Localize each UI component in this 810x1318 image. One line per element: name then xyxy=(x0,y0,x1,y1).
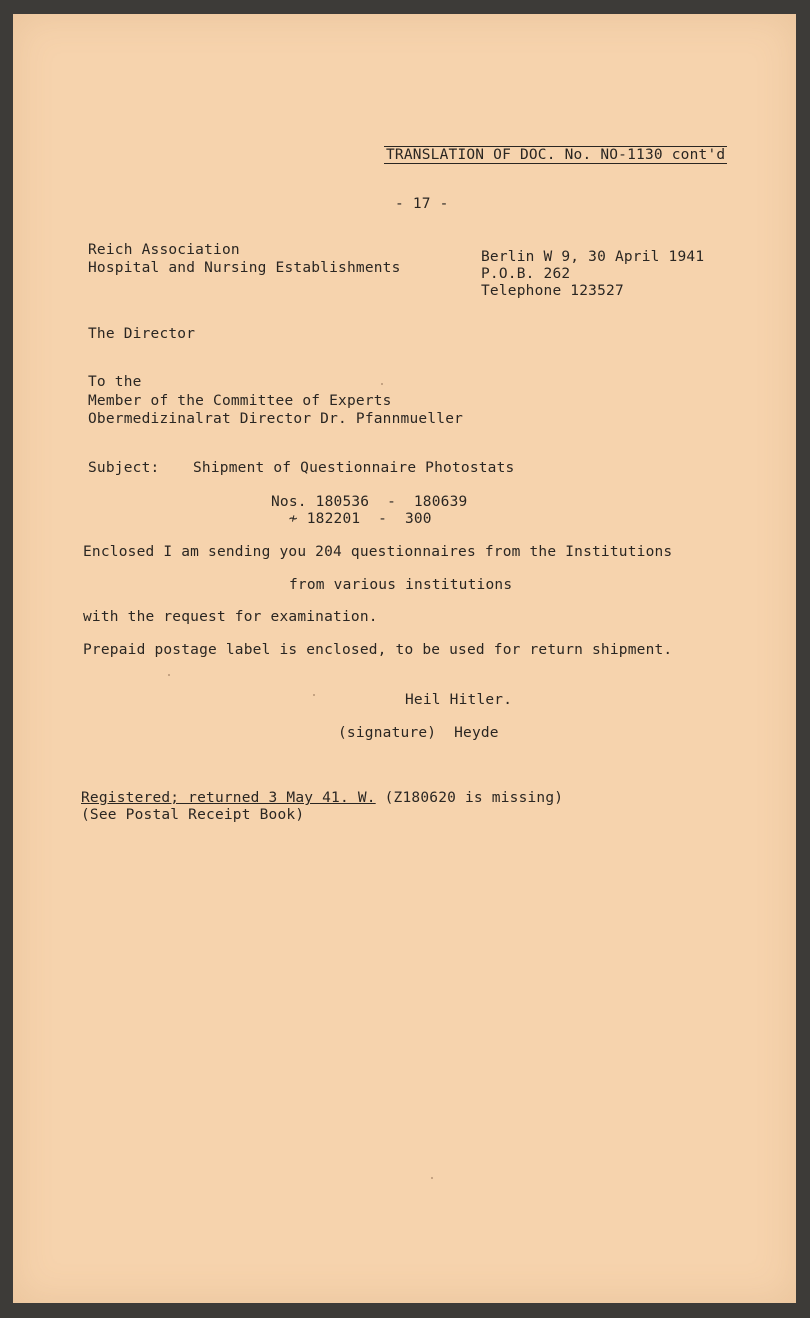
recipient-line-2: Member of the Committee of Experts xyxy=(88,393,392,409)
body-line-2: from various institutions xyxy=(289,577,513,593)
recipient-line-3: Obermedizinalrat Director Dr. Pfannmueller xyxy=(88,411,464,427)
po-box: P.O.B. 262 xyxy=(481,266,571,282)
body-line-4: Prepaid postage label is enclosed, to be used for return shipment. xyxy=(83,642,673,658)
telephone: Telephone 123527 xyxy=(481,283,624,299)
document-reference: TRANSLATION OF DOC. No. NO-1130 cont'd xyxy=(386,147,726,163)
paper-speck xyxy=(168,674,170,676)
subject-label: Subject: xyxy=(88,460,160,476)
paper-speck xyxy=(313,694,315,696)
sender-department: Hospital and Nursing Establishments xyxy=(88,260,401,276)
numbers-line-1: Nos. 180536 - 180639 xyxy=(271,494,468,510)
paper-speck xyxy=(431,1177,433,1179)
document-page xyxy=(13,14,796,1303)
signature: (signature) Heyde xyxy=(338,725,499,741)
closing: Heil Hitler. xyxy=(405,692,513,708)
receipt-note: (See Postal Receipt Book) xyxy=(81,807,305,823)
registered-note: Registered; returned 3 May 41. W. xyxy=(81,790,376,806)
body-line-3: with the request for examination. xyxy=(83,609,378,625)
subject-text: Shipment of Questionnaire Photostats xyxy=(193,460,515,476)
numbers-line-2: ≁ 182201 - 300 xyxy=(271,511,432,527)
body-line-1: Enclosed I am sending you 204 questionnaires from the Institutions xyxy=(83,544,673,560)
missing-note: (Z180620 is missing) xyxy=(375,790,564,806)
place-date: Berlin W 9, 30 April 1941 xyxy=(481,249,705,265)
footer-registered-line xyxy=(81,789,563,807)
paper-speck xyxy=(381,383,383,385)
sender-name: Reich Association xyxy=(88,242,240,258)
from-title: The Director xyxy=(88,326,196,342)
page-number: - 17 - xyxy=(395,196,449,212)
recipient-line-1: To the xyxy=(88,374,142,390)
